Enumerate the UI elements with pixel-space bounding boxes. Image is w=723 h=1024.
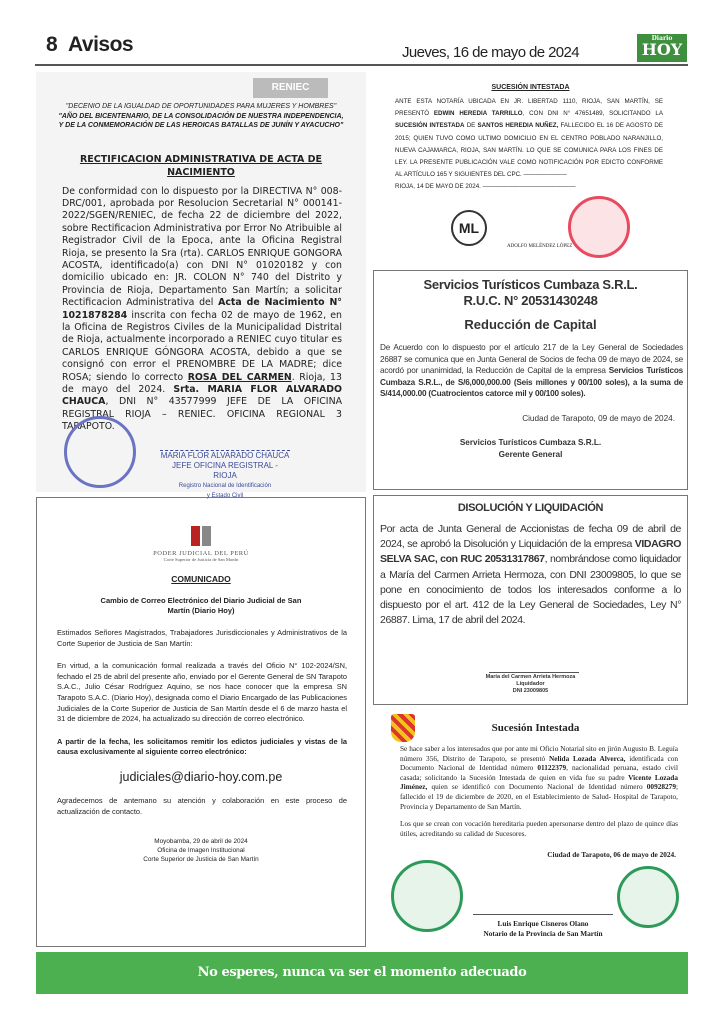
signature-block: María del Carmen Arrieta Hermoza Liquidador DNI 23009805 <box>485 674 576 694</box>
reniec-stamp <box>64 416 136 488</box>
notary-name: ADOLFO MELÉNDEZ LÓPEZ <box>507 244 573 249</box>
paragraph: En virtud, a la comunicación formal realizada a través del Oficio N° 102-2024/SN, fechado el 25 de abril del presente año, enviado por el Gerente General de SN Tarapoto S.A.C., Julio César Rodríguez Aquino, se nos hace conocer que la empresa SN Tarapoto S.A.C. (Diario Hoy), designada como el Diario Encargado de las Publicaciones Judiciales de la Corte Superior de Justicia de San Martín desde el 6 de marzo hasta el 31 de diciembre de 2024, ha actualizado su dirección de correo electrónico. <box>57 661 347 724</box>
footer-banner: No esperes, nunca va ser el momento adecuado <box>36 952 688 994</box>
logo-top: Diario <box>651 35 673 42</box>
page-number: 8 <box>46 33 58 56</box>
ad-title: SUCESIÓN INTESTADA <box>491 84 570 91</box>
ad-city-date: Ciudad de Tarapoto, 06 de mayo de 2024. <box>547 850 676 860</box>
ad-body: Se hace saber a los interesados que por ante mi Oficio Notarial sito en jirón Augusto B. Leguía número 356, Distrito de Tarapoto, se presentó Nelida Lozada Alverca, identificada con Documento Nacional de Identidad número 01122379, nacionalidad peruana, estado civil casada; solicitando la Sucesión Intestada de quien en vida fue su padre Vicente Lozada Jiménez, quien se identificó con Documento Nacional de Identidad número 00928279; fallecido el 19 de diciembre de 2020, en el Establecimiento de Salud- Hospital de Tarapoto, Provincia y Departamento de San Martín. <box>400 744 678 811</box>
quote-line: "AÑO DEL BICENTENARIO, DE LA CONSOLIDACIÓN DE NUESTRA INDEPENDENCIA, Y DE LA CONMEMORACIÓN DE LAS HEROICAS BATALLAS DE JUNÍN Y AYACUCHO" <box>58 112 344 129</box>
ad-title: COMUNICADO <box>171 574 231 584</box>
paragraph: Estimados Señores Magistrados, Trabajadores Jurisdiccionales y Administrativos de la Corte Superior de Justicia de San Martín: <box>57 628 347 648</box>
ad-body: De Acuerdo con lo dispuesto por el artículo 217 de la Ley General de Sociedades 26887 se comunica que en Junta General de Socios de fecha 09 de mayo de 2024, se acordó por unanimidad, la Reducción de Capital de la empresa Servicios Turísticos Cumbaza S.R.L., de S/6,000,000.00 (Seis millones y 00/100 soles), a la suma de S/414,000.00 (Cuatrocientos catorce mil y 00/100 soles). <box>380 343 683 399</box>
signature-block: Luis Enrique Cisneros Olano Notario de la Provincia de San Martín <box>473 914 613 939</box>
ad-reduccion-capital <box>373 270 688 490</box>
ad-sucesion-rioja <box>373 76 688 264</box>
green-seal-left <box>391 860 463 932</box>
paragraph: Agradecemos de antemano su atención y colaboración en este proceso de actualización de contacto. <box>57 795 347 816</box>
coat-of-arms-icon <box>391 714 415 742</box>
ad-footer: Moyobamba, 29 de abril de 2024 Oficina de Imagen Institucional Corte Superior de Justicia de San Martín <box>143 838 259 864</box>
org-name: PODER JUDICIAL DEL PERÚ <box>153 550 249 557</box>
ad-body: ANTE ESTA NOTARÍA UBICADA EN JR. LIBERTAD 1110, RIOJA, SAN MARTÍN, SE PRESENTÓ EDWIN HEREDIA TARRILLO, CON DNI N° 47651489, SOLICITANDO LA SUCESIÓN INTESTADA DE SANTOS HEREDIA NUÑEZ, FALLECIDO EL 16 DE AGOSTO DE 2015; QUIEN TUVO COMO ULTIMO DOMICILIO EN EL CENTRO POBLADO NARANJILLO, NUEVA CAJAMARCA, RIOJA, SAN MARTÍN. LO QUE SE COMUNICA PARA LOS FINES DE LEY. LA PRESENTE PUBLICACIÓN VALE COMO NOTIFICACIÓN POR EDICTO CONFORME AL ARTÍCULO 165 Y SIGUIENTES DEL CPC. ——————— RIOJA, 14 DE MAYO DE 2024. ——————————————— <box>395 98 664 191</box>
paragraph: A partir de la fecha, les solicitamos remitir los edictos judiciales y vistas de la causa exclusivamente al siguiente correo electrónico: <box>57 736 347 757</box>
ad-quote <box>58 102 344 131</box>
red-seal <box>568 196 630 258</box>
header-rule <box>35 64 688 66</box>
signature-line <box>489 672 579 673</box>
reniec-logo: RENIEC <box>253 78 328 98</box>
green-seal-right <box>617 866 679 928</box>
ad-title: Reducción de Capital <box>464 317 597 332</box>
quote-line: "DECENIO DE LA IGUALDAD DE OPORTUNIDADES PARA MUJERES Y HOMBRES" <box>65 103 337 110</box>
ad-title: DISOLUCIÓN Y LIQUIDACIÓN <box>457 502 604 514</box>
signature-block: MARIA FLOR ALVARADO CHAUCA JEFE OFICINA REGISTRAL - RIOJA Registro Nacional de Identificación y Estado Civil <box>160 451 290 499</box>
ad-rectificacion <box>36 72 366 499</box>
ad-comunicado <box>36 497 366 947</box>
email-address: judiciales@diario-hoy.com.pe <box>119 769 283 784</box>
diario-hoy-logo <box>637 34 687 62</box>
ad-body: De conformidad con lo dispuesto por la DIRECTIVA N° 008-DRC/001, aprobada por Resolucion Secretarial N° 000141-2022/SGEN/RENIEC, de fecha 22 de diciembre del 2022, sobre Rectificacion Administrativa por Error No Atribuible al Registrador Civil de la Epoca, ante la Oficina Registral Rioja, se presento la Sra (rta). CARLOS ENRIQUE GONGORA ACOSTA, identificado(a) con DNI N° 01020182 y con domicilio ubicado en: JR. COLON N° 740 del Distrito y Provincia de Rioja, Departamento San Martín; a solicitar Rectificacion Administrativa del Acta de Nacimiento N° 1021878284 inscrita con fecha 02 de mayo de 1962, en la Oficina de Registros Civiles de la Municipalidad Distrital de Rioja, actualmente incorporado a RENIEC cuyo titular es CARLOS ENRIQUE GÓNGORA ACOSTA, debido a que se consignó con error el PRENOMBRE DE LA MADRE; dice ROSA; siendo lo correcto ROSA DEL CARMEN. Rioja, 13 de mayo del 2024. Srta. MARIA FLOR ALVARADO CHAUCA, DNI N° 43577999 JEFE DE LA OFICINA REGISTRAL RIOJA – RENIEC. OFICINA REGIONAL 3 TARAPOTO. <box>62 185 342 433</box>
ad-body: Por acta de Junta General de Accionistas de fecha 09 de abril de 2024, se aprobó la Disolución y Liquidación de la empresa VIDAGRO SELVA SAC, con RUC 20531317867, nombrándose como liquidador a María del Carmen Arrieta Hermoza, con DNI 23009805, lo que se pone en conocimiento de todos los interesados conforme a lo dispuesto por el art. 412 de la Ley General de Sociedades, Ley N° 26887. Lima, 17 de abril del 2024. <box>380 523 681 627</box>
org-sub: Corte Superior de Justicia de San Martín <box>163 557 239 562</box>
section-title: Avisos <box>68 33 134 56</box>
issue-date: Jueves, 16 de mayo de 2024 <box>402 44 580 61</box>
logo-main: HOY <box>641 40 683 59</box>
poder-judicial-logo <box>191 526 211 546</box>
company-name: Servicios Turísticos Cumbaza S.R.L. R.U.C. N° 20531430248 <box>423 277 638 308</box>
ad-title: Sucesión Intestada <box>491 722 580 734</box>
signature-block: Servicios Turísticos Cumbaza S.R.L. Gerente General <box>459 437 602 459</box>
ad-subtitle: Cambio de Correo Electrónico del Diario Judicial de San Martín (Diario Hoy) <box>100 596 302 615</box>
notary-stamp: ML <box>451 210 487 246</box>
ad-body-2: Los que se crean con vocación hereditaria pueden apersonarse dentro del plazo de quince días útiles, acreditando su calidad de Sucesores. <box>400 819 678 838</box>
ad-sucesion-tarapoto <box>373 710 688 948</box>
ad-title: RECTIFICACION ADMINISTRATIVA DE ACTA DE NACIMIENTO <box>79 153 323 178</box>
ad-disolucion <box>373 495 688 705</box>
ad-city-date: Ciudad de Tarapoto, 09 de mayo de 2024. <box>522 413 675 423</box>
